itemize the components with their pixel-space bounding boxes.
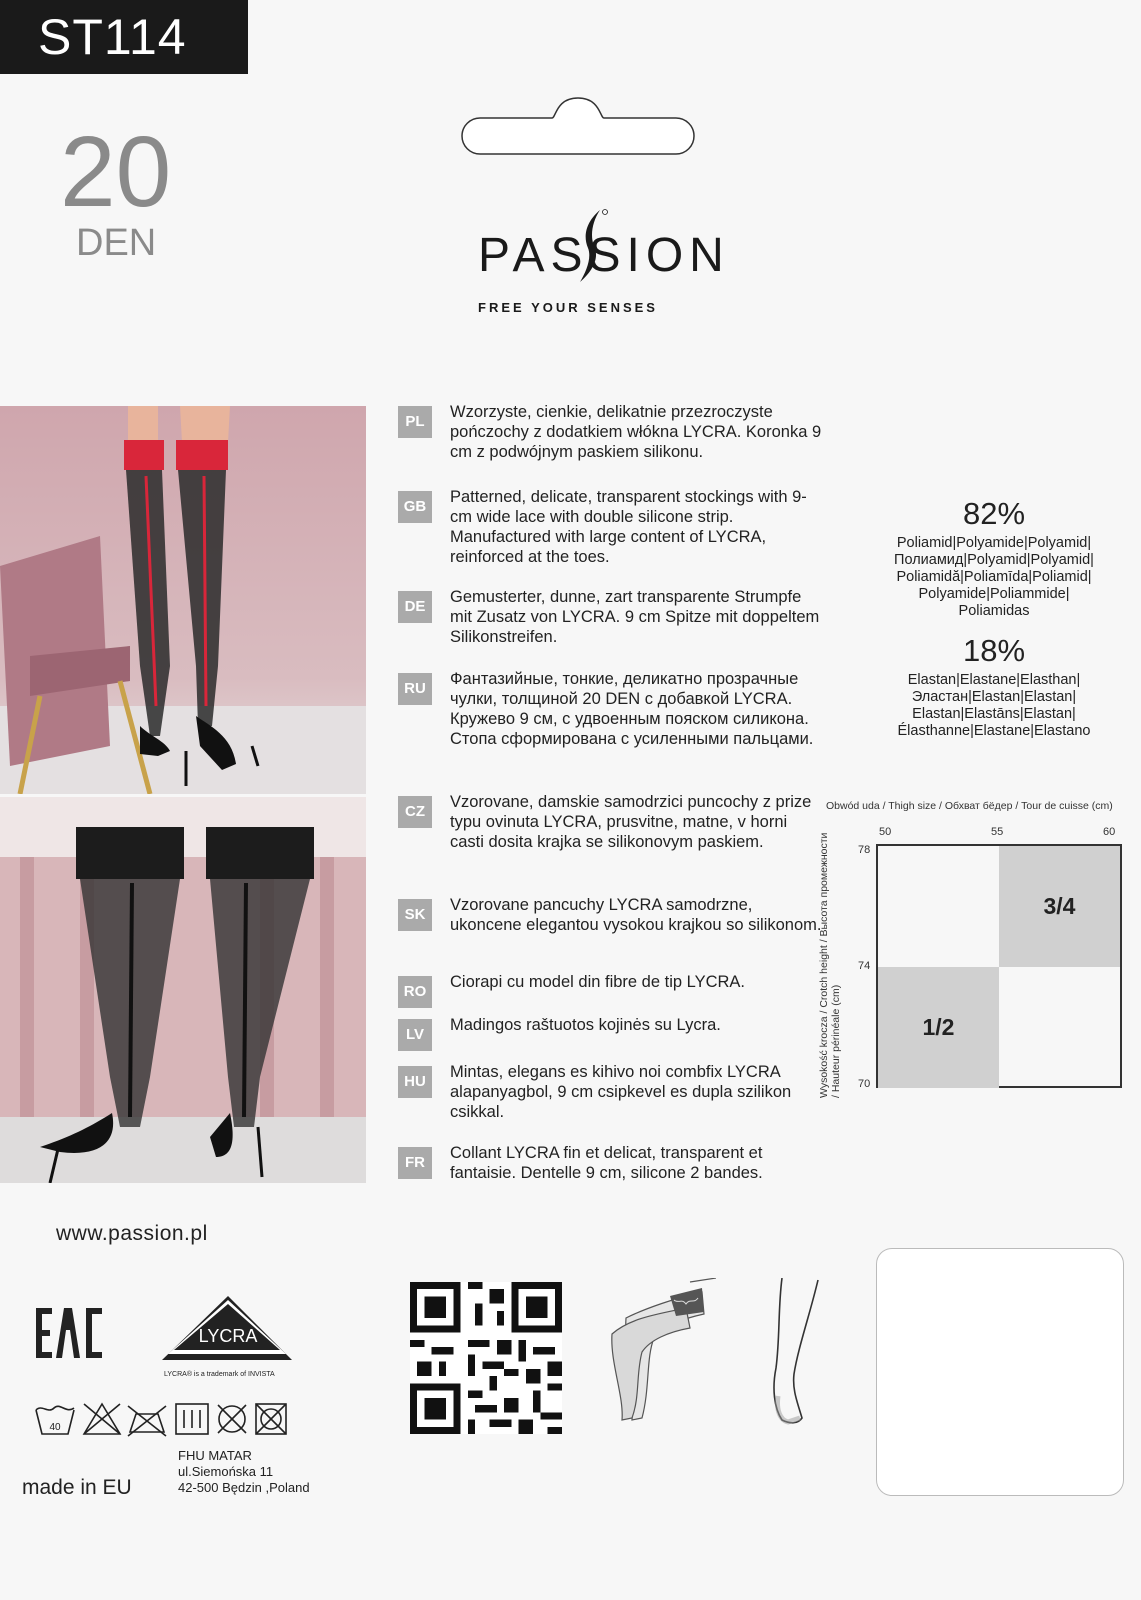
brand-name: PASSION [478,229,730,282]
lang-text: Vzorovane, damskie samodrzici puncochy z prize typu ovinuta LYCRA, prusvitne, matne, v horni casti dosita krajka se silikonovym paskiem. [450,793,812,851]
y-label-line: Wysokość krocza / Crotch height / Высота промежности [818,832,830,1098]
stocking-leg-icon [606,1278,716,1428]
size-cell-3-4: 3/4 [999,846,1120,967]
lang-badge: HU [398,1066,432,1098]
lang-text: Wzorzyste, cienkie, delikatnie przezroczyste pończochy z dodatkiem włókna LYCRA. Koronka 9 cm z podwójnym paskiem silikonu. [450,403,822,461]
composition-line: Poliamid|Polyamide|Polyamid| [896,535,1092,551]
product-code: ST114 [0,0,248,74]
composition-polyamide [870,498,1118,620]
size-cell-1-2: 1/2 [878,967,999,1088]
care-symbols [34,1398,294,1443]
lycra-trademark-note: LYCRA® is a trademark of INVISTA [164,1371,275,1378]
composition-names [870,535,1118,620]
wash-temp-text: 40 [49,1422,61,1433]
made-in-label: made in EU [22,1476,132,1499]
lang-text: Фантазийные, тонкие, деликатно прозрачные чулки, толщиной 20 DEN с добавкой LYCRA. Кружево 9 см, с удвоенным пояском силикона. Стопа сформирована с усиленными пальцами. [450,670,814,748]
composition-line: Elastan|Elastāns|Elastan| [912,706,1076,722]
manufacturer-address [178,1448,310,1496]
lang-text: Madingos raštuotos kojinės su Lycra. [450,1016,721,1034]
price-label-area [876,1248,1124,1496]
size-chart-y-label [818,833,842,1098]
x-tick: 50 [879,826,892,838]
lang-badge: LV [398,1019,432,1051]
lang-text: Ciorapi cu model din fibre de tip LYCRA. [450,973,746,991]
den-number: 20 [60,116,172,228]
composition-line: Эластан|Elastan|Elastan| [911,689,1077,705]
eac-mark-icon [34,1306,104,1360]
no-bleach-icon [84,1404,120,1434]
no-dry-clean-icon [218,1405,246,1433]
qr-code-icon[interactable] [410,1282,562,1434]
composition-names [870,672,1118,740]
no-iron-icon [128,1406,166,1436]
composition-line: Elastan|Elastane|Elasthan| [907,672,1081,688]
lang-text: Mintas, elegans es kihivo noi combfix LYCRA alapanyagbol, 9 cm csipkevel es dupla szilikon csikkal. [450,1063,792,1121]
lang-badge: PL [398,406,432,438]
y-tick: 70 [858,1078,871,1090]
lycra-logo-icon [162,1292,302,1382]
composition-line: Élasthanne|Elastane|Elastano [897,723,1091,739]
lang-text: Collant LYCRA fin et delicat, transparent et fantaisie. Dentelle 9 cm, silicone 2 bandes. [450,1144,763,1182]
composition-percent: 18% [962,633,1026,668]
no-tumble-dry-icon [256,1404,286,1434]
product-photo-legs-back [0,797,366,1183]
lang-text: Gemusterter, dunne, zart transparente Strumpfe mit Zusatz von LYCRA. 9 cm Spitze mit doppeltem Silikonstreifen. [450,588,820,646]
composition-percent: 82% [962,496,1026,531]
composition-elastane [870,635,1118,740]
lang-badge: FR [398,1147,432,1179]
y-tick: 74 [858,960,871,972]
stocking-outline-icon [752,1278,822,1428]
y-label-line: / Hauteur périnéale (cm) [830,984,842,1098]
composition-line: Poliamidă|Poliamīda|Poliamid| [896,569,1092,585]
lang-badge: SK [398,899,432,931]
wash-40-icon [36,1406,74,1434]
lang-badge: CZ [398,796,432,828]
x-tick: 55 [991,826,1004,838]
address-line: FHU MATAR [178,1448,252,1463]
lang-badge: RO [398,976,432,1008]
x-tick: 60 [1103,826,1116,838]
lang-text: Vzorovane pancuchy LYCRA samodrzne, ukoncene elegantou vysokou krajkou so silikonom. [450,896,822,934]
lang-badge: GB [398,491,432,523]
lang-badge: RU [398,673,432,705]
website-url[interactable]: www.passion.pl [56,1222,208,1245]
composition-line: Poliamidas [958,603,1030,619]
size-chart-title: Obwód uda / Thigh size / Обхват бёдер / Tour de cuisse (cm) [826,800,1113,812]
flat-dry-icon [176,1404,208,1434]
address-line: ul.Siemońska 11 [178,1464,274,1479]
den-unit: DEN [76,222,157,264]
composition-line: Полиамид|Polyamid|Polyamid| [894,552,1094,568]
brand-tagline: FREE YOUR SENSES [478,300,658,315]
address-line: 42-500 Będzin ,Poland [178,1480,310,1495]
lycra-logo-text: LYCRA [198,1326,258,1346]
composition-line: Polyamide|Poliammide| [918,586,1070,602]
lang-text: Patterned, delicate, transparent stockings with 9-cm wide lace with double silicone strip. Manufactured with large content of LYCRA, reinforced at the toes. [450,488,807,566]
lang-badge: DE [398,591,432,623]
size-chart-grid [876,844,1122,1088]
y-tick: 78 [858,844,871,856]
product-photo-legs-chair [0,406,366,794]
hanger-slot-icon [452,92,704,158]
